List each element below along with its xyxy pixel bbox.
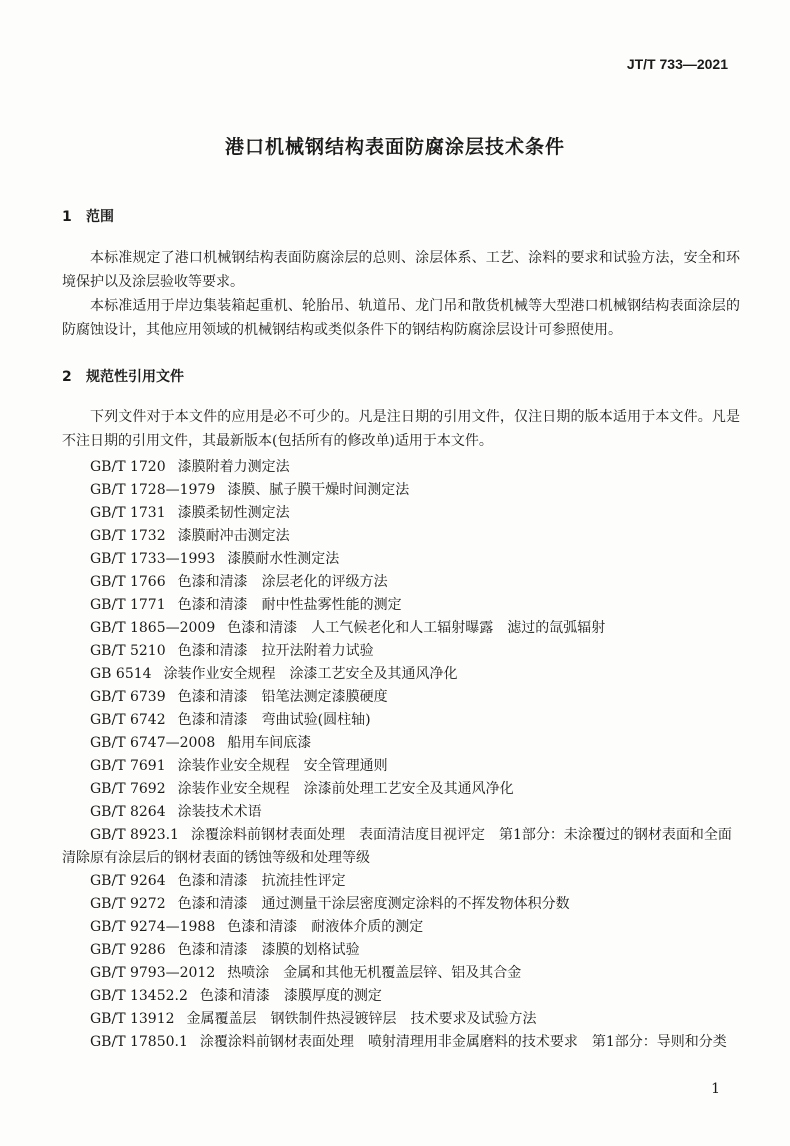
reference-item bbox=[90, 479, 740, 502]
reference-code: GB 6514 bbox=[90, 666, 152, 682]
reference-code: GB/T 9793—2012 bbox=[90, 965, 216, 981]
reference-item bbox=[62, 824, 740, 870]
section-1-paragraph: 本标准规定了港口机械钢结构表面防腐涂层的总则、涂层体系、工艺、涂料的要求和试验方法，安全和环境保护以及涂层验收等要求。 bbox=[62, 250, 740, 290]
reference-title: 涂覆涂料前钢材表面处理 表面清洁度目视评定 第1部分：未涂覆过的钢材表面和全面清除原有涂层后的钢材表面的锈蚀等级和处理等级 bbox=[62, 827, 732, 866]
reference-item bbox=[90, 548, 740, 571]
reference-title: 涂装技术术语 bbox=[177, 804, 262, 820]
reference-item bbox=[90, 663, 740, 686]
reference-title: 漆膜柔韧性测定法 bbox=[177, 505, 290, 521]
reference-title: 色漆和清漆 耐液体介质的测定 bbox=[227, 919, 424, 935]
reference-item bbox=[90, 594, 740, 617]
reference-title: 色漆和清漆 铅笔法测定漆膜硬度 bbox=[177, 689, 388, 705]
reference-title: 涂装作业安全规程 涂漆工艺安全及其通风净化 bbox=[163, 666, 458, 682]
page-number: 1 bbox=[711, 1081, 720, 1097]
reference-item bbox=[90, 525, 740, 548]
reference-code: GB/T 1766 bbox=[90, 574, 166, 590]
section-number: 2 bbox=[62, 369, 72, 385]
reference-item bbox=[90, 755, 740, 778]
reference-item bbox=[62, 1031, 740, 1054]
reference-item bbox=[90, 571, 740, 594]
reference-code: GB/T 5210 bbox=[90, 643, 166, 659]
reference-item bbox=[90, 801, 740, 824]
section-title: 范围 bbox=[86, 209, 114, 225]
reference-code: GB/T 7691 bbox=[90, 758, 166, 774]
reference-item bbox=[90, 709, 740, 732]
reference-code: GB/T 6739 bbox=[90, 689, 166, 705]
reference-code: GB/T 1865—2009 bbox=[90, 620, 216, 636]
section-1-paragraph: 本标准适用于岸边集装箱起重机、轮胎吊、轨道吊、龙门吊和散货机械等大型港口机械钢结构表面涂层的防腐蚀设计，其他应用领域的机械钢结构或类似条件下的钢结构防腐涂层设计可参照使用。 bbox=[62, 298, 740, 338]
reference-code: GB/T 1731 bbox=[90, 505, 166, 521]
reference-code: GB/T 9274—1988 bbox=[90, 919, 216, 935]
reference-item bbox=[90, 1008, 740, 1031]
reference-title: 色漆和清漆 抗流挂性评定 bbox=[177, 873, 346, 889]
reference-item bbox=[90, 732, 740, 755]
reference-title: 涂装作业安全规程 涂漆前处理工艺安全及其通风净化 bbox=[177, 781, 514, 797]
reference-item bbox=[90, 502, 740, 525]
section-2-heading bbox=[62, 366, 184, 386]
reference-item bbox=[90, 640, 740, 663]
reference-title: 色漆和清漆 耐中性盐雾性能的测定 bbox=[177, 597, 402, 613]
reference-title: 漆膜耐水性测定法 bbox=[227, 551, 340, 567]
section-number: 1 bbox=[62, 209, 72, 225]
reference-code: GB/T 1728—1979 bbox=[90, 482, 216, 498]
reference-title: 热喷涂 金属和其他无机覆盖层锌、铝及其合金 bbox=[227, 965, 522, 981]
reference-code: GB/T 7692 bbox=[90, 781, 166, 797]
reference-title: 色漆和清漆 涂层老化的评级方法 bbox=[177, 574, 388, 590]
reference-item bbox=[90, 870, 740, 893]
section-title: 规范性引用文件 bbox=[86, 369, 184, 385]
reference-code: GB/T 9264 bbox=[90, 873, 166, 889]
reference-title: 漆膜、腻子膜干燥时间测定法 bbox=[227, 482, 410, 498]
reference-title: 色漆和清漆 拉开法附着力试验 bbox=[177, 643, 374, 659]
reference-code: GB/T 1732 bbox=[90, 528, 166, 544]
reference-item bbox=[90, 686, 740, 709]
reference-code: GB/T 6742 bbox=[90, 712, 166, 728]
section-2-intro: 下列文件对于本文件的应用是必不可少的。凡是注日期的引用文件，仅注日期的版本适用于本文件。凡是不注日期的引用文件，其最新版本(包括所有的修改单)适用于本文件。 bbox=[62, 409, 740, 449]
reference-title: 金属覆盖层 钢铁制件热浸镀锌层 技术要求及试验方法 bbox=[186, 1011, 537, 1027]
reference-item bbox=[90, 985, 740, 1008]
reference-code: GB/T 9272 bbox=[90, 896, 166, 912]
reference-title: 色漆和清漆 弯曲试验(圆柱轴) bbox=[177, 712, 371, 728]
reference-code: GB/T 17850.1 bbox=[90, 1034, 188, 1050]
reference-title: 漆膜耐冲击测定法 bbox=[177, 528, 290, 544]
reference-item bbox=[90, 962, 740, 985]
reference-code: GB/T 13912 bbox=[90, 1011, 175, 1027]
reference-item bbox=[90, 617, 740, 640]
section-1-heading bbox=[62, 206, 114, 226]
reference-title: 漆膜附着力测定法 bbox=[177, 459, 290, 475]
reference-item bbox=[90, 456, 740, 479]
reference-item bbox=[90, 916, 740, 939]
reference-title: 船用车间底漆 bbox=[227, 735, 312, 751]
reference-title: 色漆和清漆 通过测量干涂层密度测定涂料的不挥发物体积分数 bbox=[177, 896, 570, 912]
reference-title: 涂装作业安全规程 安全管理通则 bbox=[177, 758, 388, 774]
reference-title: 色漆和清漆 人工气候老化和人工辐射曝露 滤过的氙弧辐射 bbox=[227, 620, 606, 636]
document-title: 港口机械钢结构表面防腐涂层技术条件 bbox=[224, 136, 565, 158]
reference-code: GB/T 6747—2008 bbox=[90, 735, 216, 751]
reference-title: 色漆和清漆 漆膜的划格试验 bbox=[177, 942, 360, 958]
reference-code: GB/T 8923.1 bbox=[90, 827, 179, 843]
reference-code: GB/T 13452.2 bbox=[90, 988, 188, 1004]
reference-title: 涂覆涂料前钢材表面处理 喷射清理用非金属磨料的技术要求 第1部分：导则和分类 bbox=[199, 1034, 727, 1050]
reference-item bbox=[90, 939, 740, 962]
reference-item bbox=[90, 893, 740, 916]
document-code: JT/T 733—2021 bbox=[626, 56, 728, 72]
reference-code: GB/T 1720 bbox=[90, 459, 166, 475]
reference-code: GB/T 1733—1993 bbox=[90, 551, 216, 567]
reference-title: 色漆和清漆 漆膜厚度的测定 bbox=[199, 988, 382, 1004]
reference-code: GB/T 8264 bbox=[90, 804, 166, 820]
reference-code: GB/T 1771 bbox=[90, 597, 166, 613]
reference-item bbox=[90, 778, 740, 801]
reference-code: GB/T 9286 bbox=[90, 942, 166, 958]
